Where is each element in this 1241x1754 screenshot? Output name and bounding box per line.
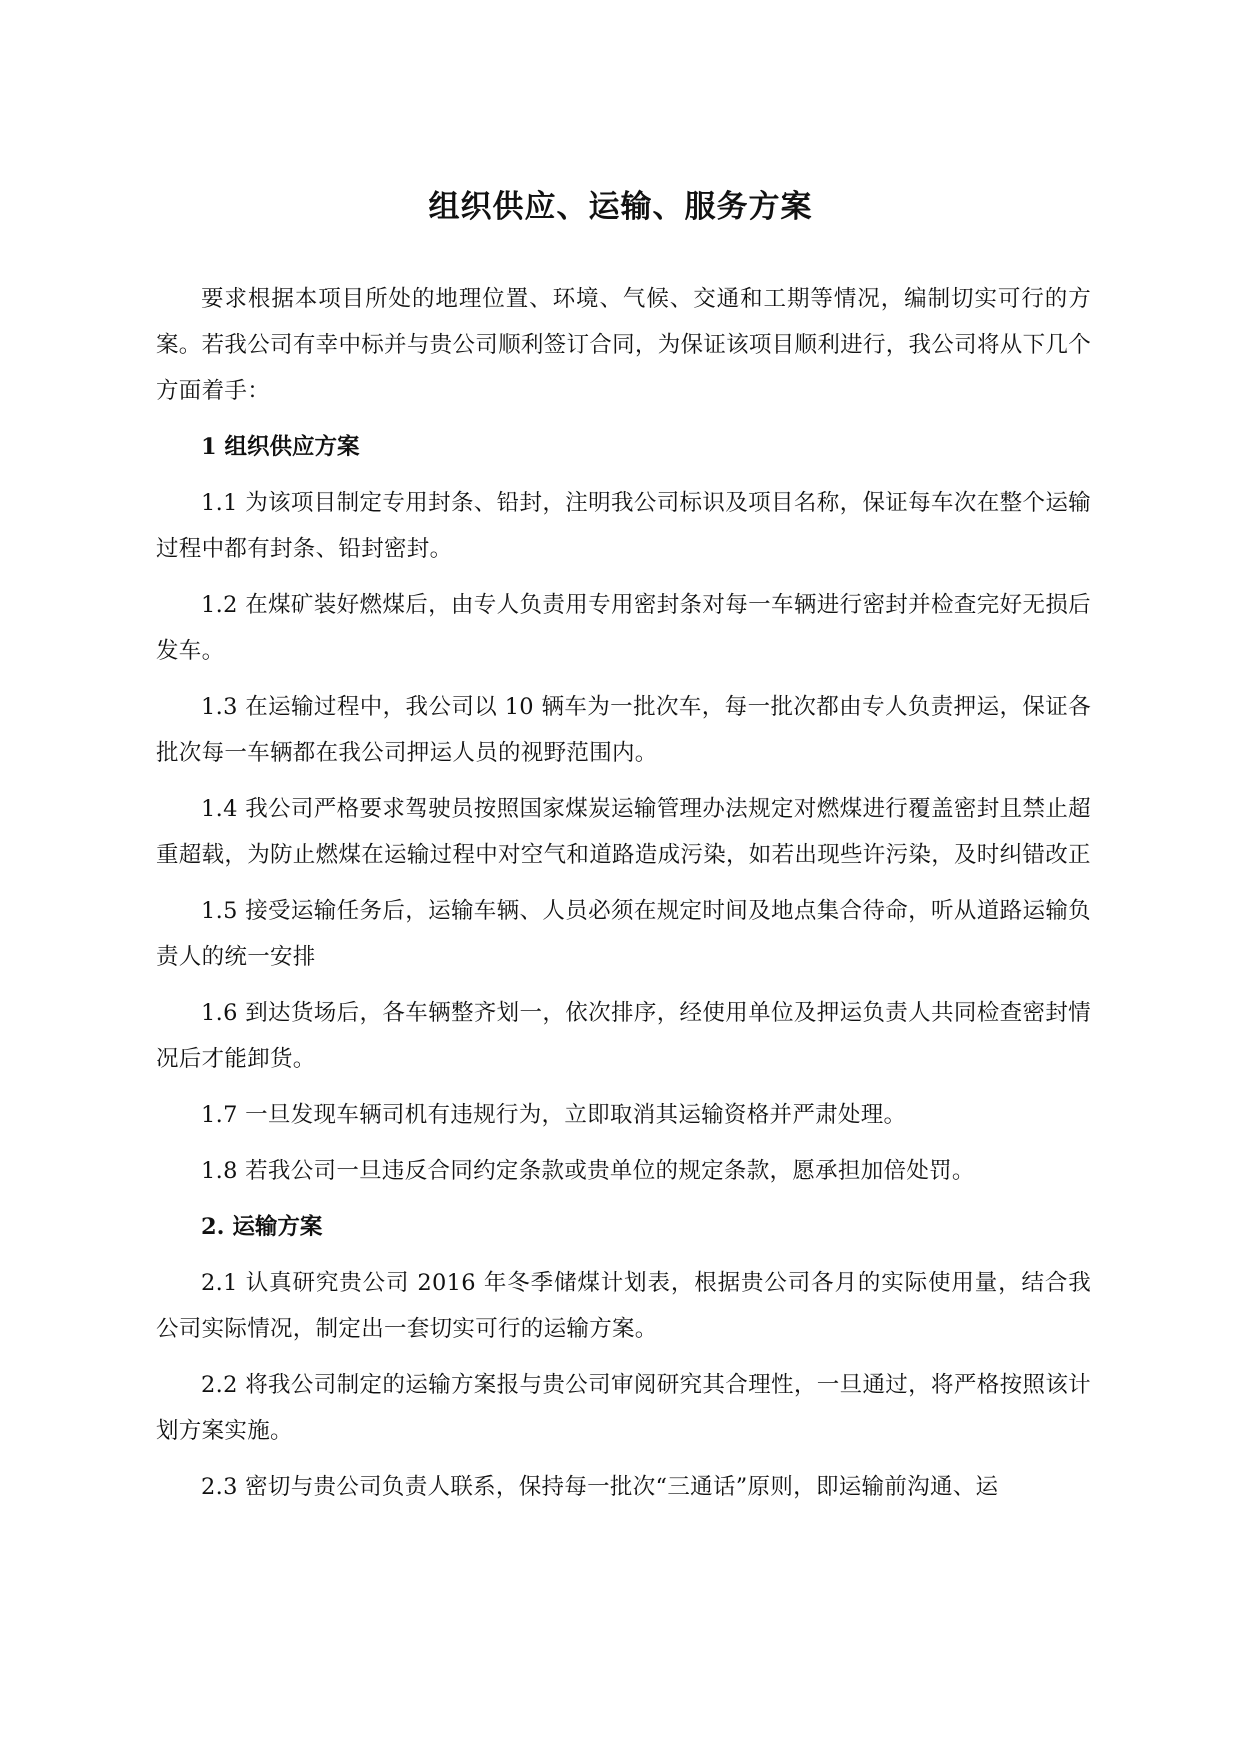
list-item: 1.8 若我公司一旦违反合同约定条款或贵单位的规定条款，愿承担加倍处罚。 bbox=[201, 1158, 975, 1184]
list-item: 1.6 到达货场后，各车辆整齐划一，依次排序，经使用单位及押运负责人共同检查密封情况后才能卸货。 bbox=[156, 1000, 1091, 1072]
document-title: 组织供应、运输、服务方案 bbox=[428, 189, 813, 225]
list-item: 1.4 我公司严格要求驾驶员按照国家煤炭运输管理办法规定对燃煤进行覆盖密封且禁止超重超载，为防止燃煤在运输过程中对空气和道路造成污染，如若出现些许污染，及时纠错改正 bbox=[156, 796, 1091, 868]
list-item: 1.7 一旦发现车辆司机有违规行为，立即取消其运输资格并严肃处理。 bbox=[201, 1102, 907, 1128]
document-body bbox=[156, 276, 1091, 1520]
list-item: 1.2 在煤矿装好燃煤后，由专人负责用专用密封条对每一车辆进行密封并检查完好无损后发车。 bbox=[156, 592, 1091, 664]
list-item: 2.2 将我公司制定的运输方案报与贵公司审阅研究其合理性，一旦通过，将严格按照该计划方案实施。 bbox=[156, 1372, 1091, 1444]
section-heading-supply: 1 组织供应方案 bbox=[201, 434, 360, 460]
list-item: 2.3 密切与贵公司负责人联系，保持每一批次“三通话”原则，即运输前沟通、运 bbox=[201, 1474, 999, 1500]
list-item: 2.1 认真研究贵公司 2016 年冬季储煤计划表，根据贵公司各月的实际使用量，结合我公司实际情况，制定出一套切实可行的运输方案。 bbox=[156, 1270, 1091, 1342]
list-item: 1.1 为该项目制定专用封条、铅封，注明我公司标识及项目名称，保证每车次在整个运输过程中都有封条、铅封密封。 bbox=[156, 490, 1091, 562]
section-heading-transport: 2. 运输方案 bbox=[201, 1214, 323, 1240]
list-item: 1.3 在运输过程中，我公司以 10 辆车为一批次车，每一批次都由专人负责押运，保证各批次每一车辆都在我公司押运人员的视野范围内。 bbox=[156, 694, 1091, 766]
intro-paragraph: 要求根据本项目所处的地理位置、环境、气候、交通和工期等情况，编制切实可行的方案。若我公司有幸中标并与贵公司顺利签订合同，为保证该项目顺利进行，我公司将从下几个方面着手： bbox=[156, 286, 1091, 404]
list-item: 1.5 接受运输任务后，运输车辆、人员必须在规定时间及地点集合待命，听从道路运输负责人的统一安排 bbox=[156, 898, 1091, 970]
